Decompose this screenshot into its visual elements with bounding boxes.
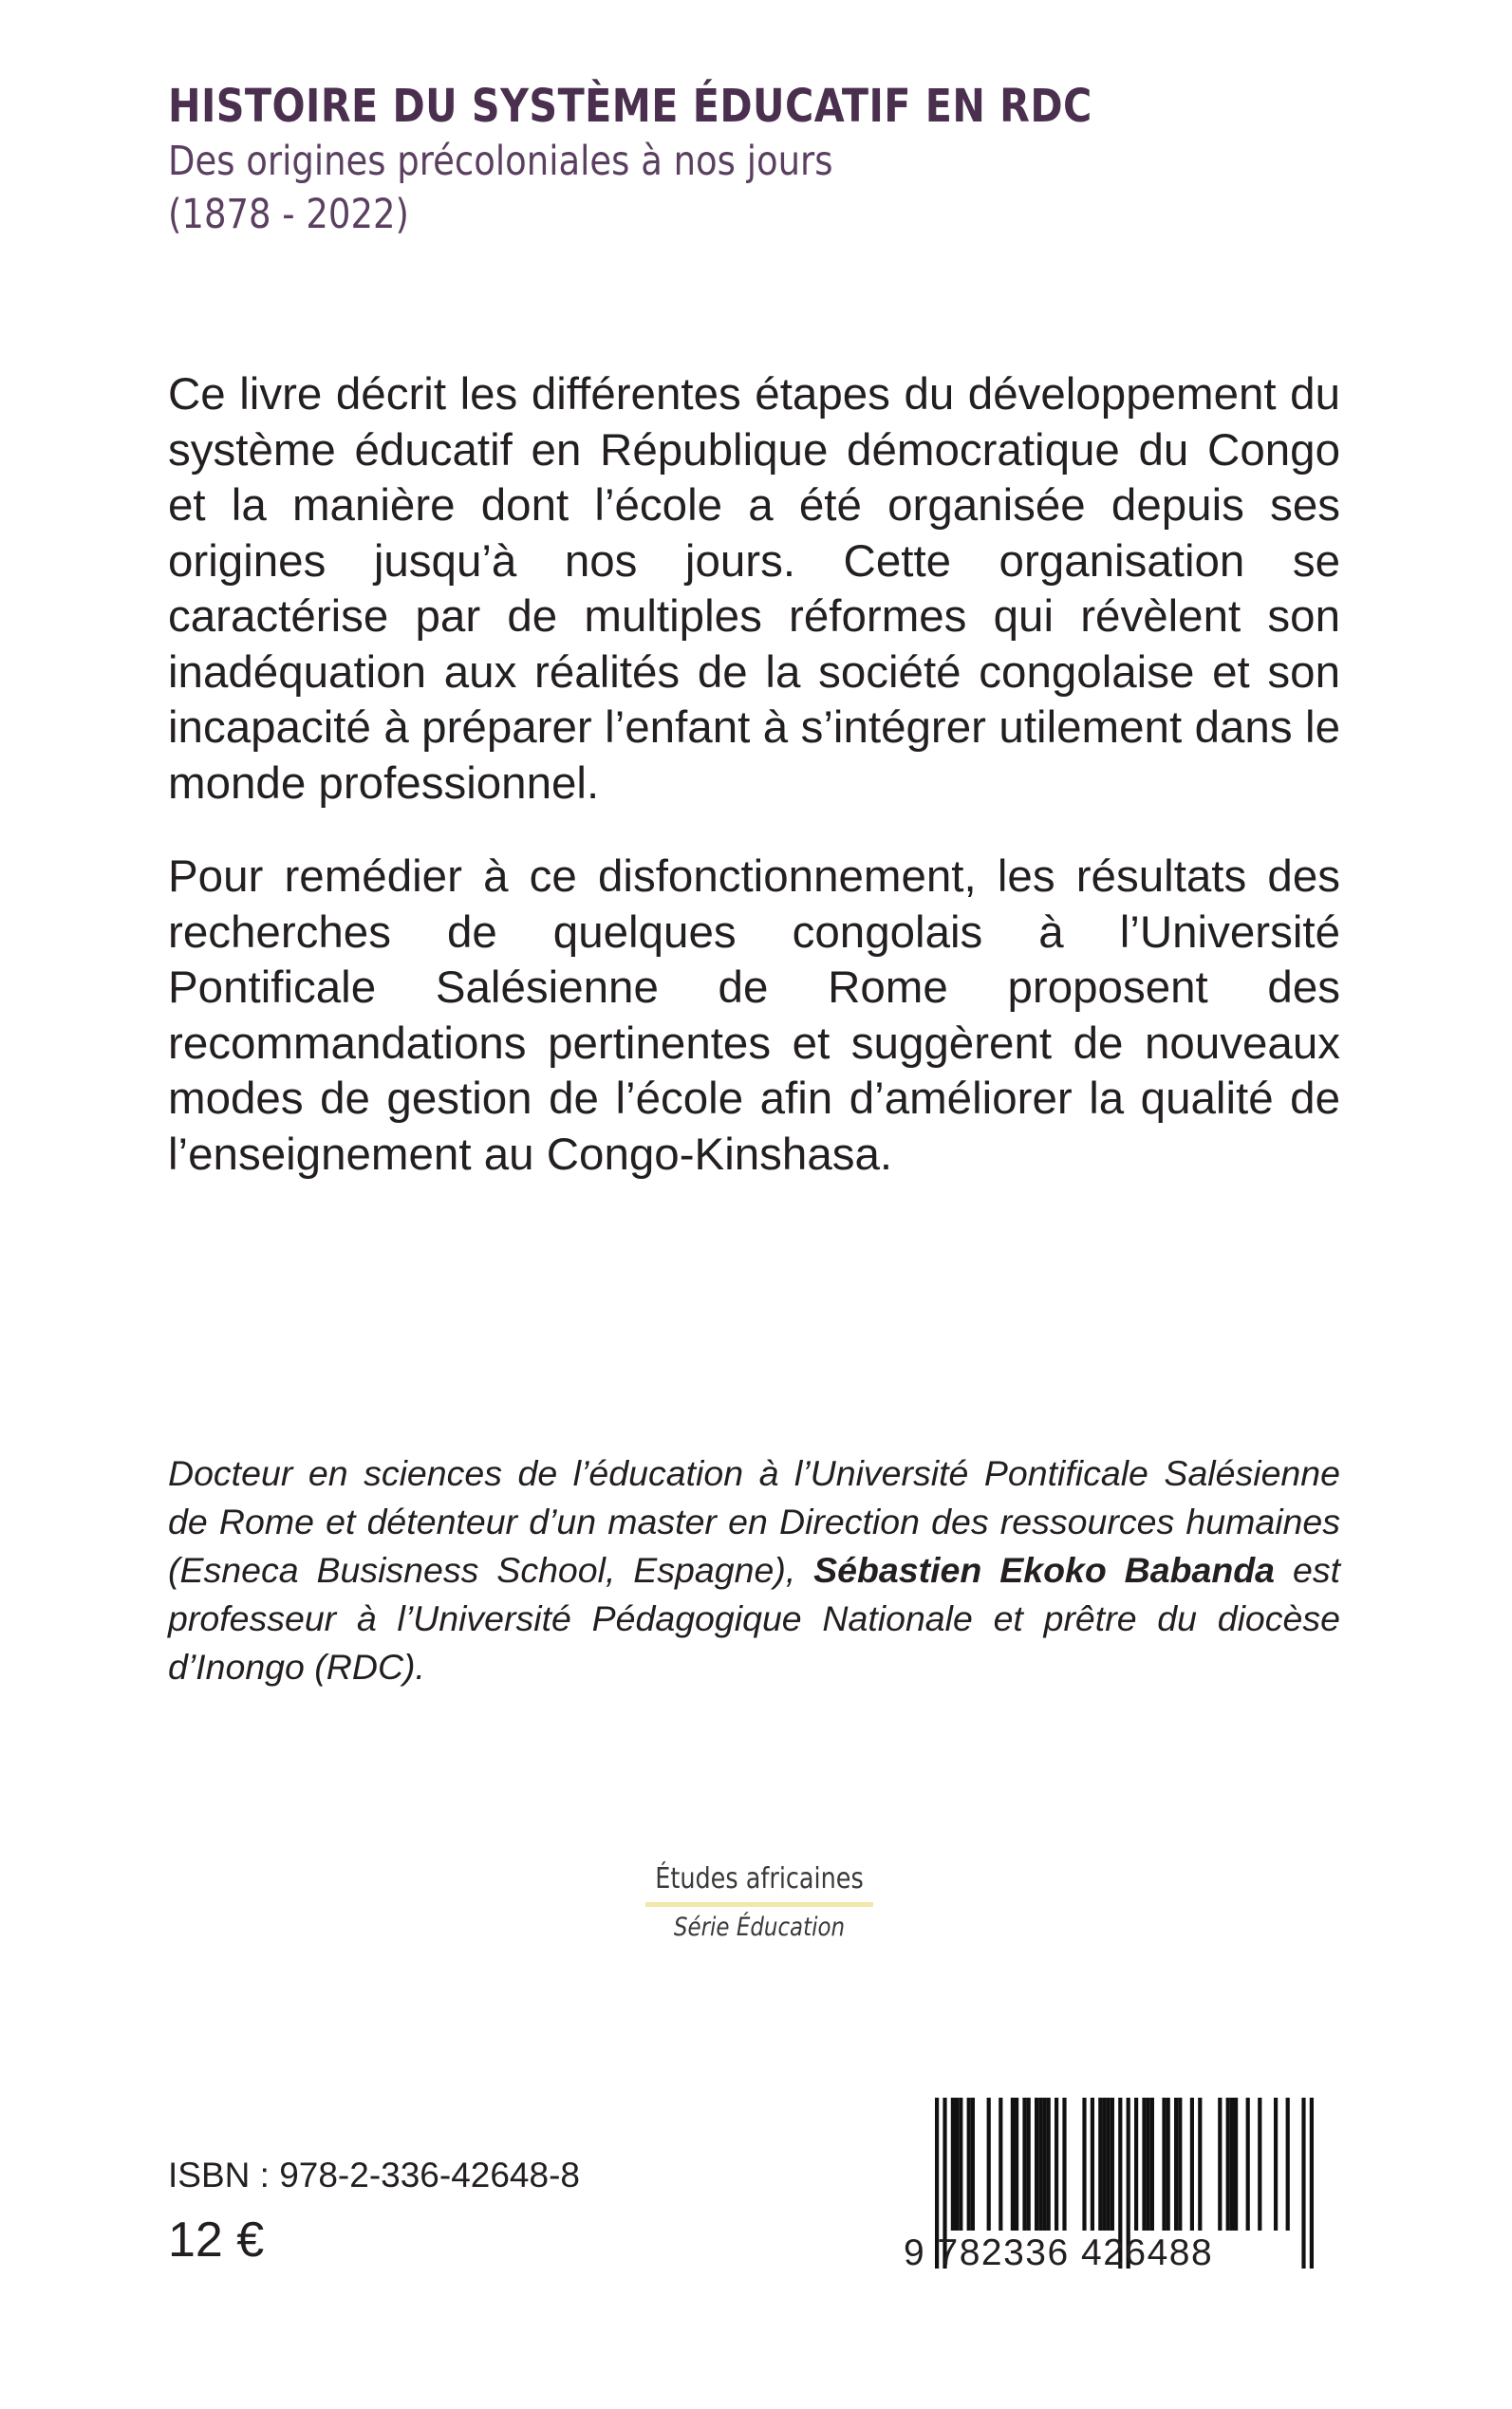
book-date-range: (1878 - 2022) xyxy=(168,191,409,238)
barcode-bar xyxy=(1198,2098,1202,2231)
barcode-bar xyxy=(1286,2098,1290,2231)
barcode-bar xyxy=(955,2098,959,2231)
barcode-bar xyxy=(1038,2098,1042,2231)
author-name: Sébastien Ekoko Babanda xyxy=(813,1550,1276,1590)
barcode-bar xyxy=(967,2098,971,2231)
barcode-bar xyxy=(1167,2098,1170,2231)
barcode-bar xyxy=(1107,2098,1111,2231)
barcode-bar xyxy=(1230,2098,1234,2231)
barcode-bar xyxy=(1190,2098,1194,2231)
barcode-bar xyxy=(1035,2098,1038,2231)
series-subseries: Série Éducation xyxy=(673,1913,846,1942)
barcode-bar xyxy=(1258,2098,1261,2231)
barcode-bar xyxy=(1150,2098,1154,2231)
barcode-bar xyxy=(1218,2098,1222,2231)
barcode-bar xyxy=(959,2098,962,2231)
barcode-bar xyxy=(1098,2098,1102,2231)
book-title: HISTOIRE DU SYSTÈME ÉDUCATIF EN RDC xyxy=(168,80,1092,133)
barcode-bar xyxy=(987,2098,991,2231)
barcode-bar xyxy=(1111,2098,1114,2231)
author-bio xyxy=(168,1449,1340,1691)
barcode-bar xyxy=(1055,2098,1058,2231)
summary-paragraph-2: Pour remédier à ce disfonctionnement, les résultats des recherches de quelques congolais à l’Université Pontificale Salésienne de Rome proposent des recommandations pertinentes et suggèrent de nouveaux modes de gestion de l’école afin d’améliorer la qualité de l’enseignement au Congo-Kinshasa. xyxy=(168,851,1340,1180)
barcode-bar xyxy=(1234,2098,1238,2231)
barcode-bar xyxy=(1142,2098,1146,2231)
barcode-bar xyxy=(1147,2098,1150,2231)
series-block xyxy=(607,1860,911,1949)
barcode-bar xyxy=(1027,2098,1031,2231)
barcode-bar xyxy=(1162,2098,1166,2231)
barcode-bar xyxy=(971,2098,975,2231)
barcode-bar xyxy=(1047,2098,1051,2231)
book-subtitle: Des origines précoloniales à nos jours xyxy=(168,138,833,185)
barcode-bar xyxy=(1134,2098,1138,2231)
summary-paragraph-1: Ce livre décrit les différentes étapes du développement du système éducatif en République démocratique du Congo et la manière dont l’école a été organisée depuis ses origines jusqu’à nos jours. Cette organisation se caractérise par de multiples réformes qui révèlent son inadéquation aux réalités de la société congolaise et son incapacité à préparer l’enfant à s’intégrer utilement dans le monde professionnel. xyxy=(168,369,1340,809)
barcode-bar xyxy=(1274,2098,1278,2231)
barcode-bar xyxy=(1015,2098,1018,2231)
barcode-bar xyxy=(1226,2098,1230,2231)
barcode-bar xyxy=(1062,2098,1066,2231)
barcode-digits: 9 782336 426488 xyxy=(904,2232,1214,2273)
barcode-bar xyxy=(951,2098,955,2231)
barcode-bar xyxy=(1091,2098,1094,2231)
barcode-bar xyxy=(1174,2098,1178,2231)
barcode-bar xyxy=(1246,2098,1250,2231)
barcode-bar xyxy=(1011,2098,1015,2231)
barcode-bar xyxy=(999,2098,1002,2231)
barcode-bar xyxy=(1102,2098,1106,2231)
author-bio-after: est professeur à l’Université Pédagogique Nationale et prêtre du diocèse d’Inongo (RDC). xyxy=(168,1550,1340,1687)
barcode-bar xyxy=(1082,2098,1086,2231)
isbn: ISBN : 978-2-336-42648-8 xyxy=(168,2156,580,2194)
price: 12 € xyxy=(168,2213,265,2268)
barcode-bar xyxy=(1022,2098,1026,2231)
cover-header xyxy=(168,78,1354,241)
author-bio-before: Docteur en sciences de l’éducation à l’Université Pontificale Salésienne de Rome et détenteur d’un master en Direction des ressources humaines (Esneca Busisness School, Espagne), xyxy=(168,1453,1340,1590)
barcode-bar xyxy=(1042,2098,1046,2231)
series-name: Études africaines xyxy=(655,1862,864,1895)
barcode-bar xyxy=(1178,2098,1182,2231)
